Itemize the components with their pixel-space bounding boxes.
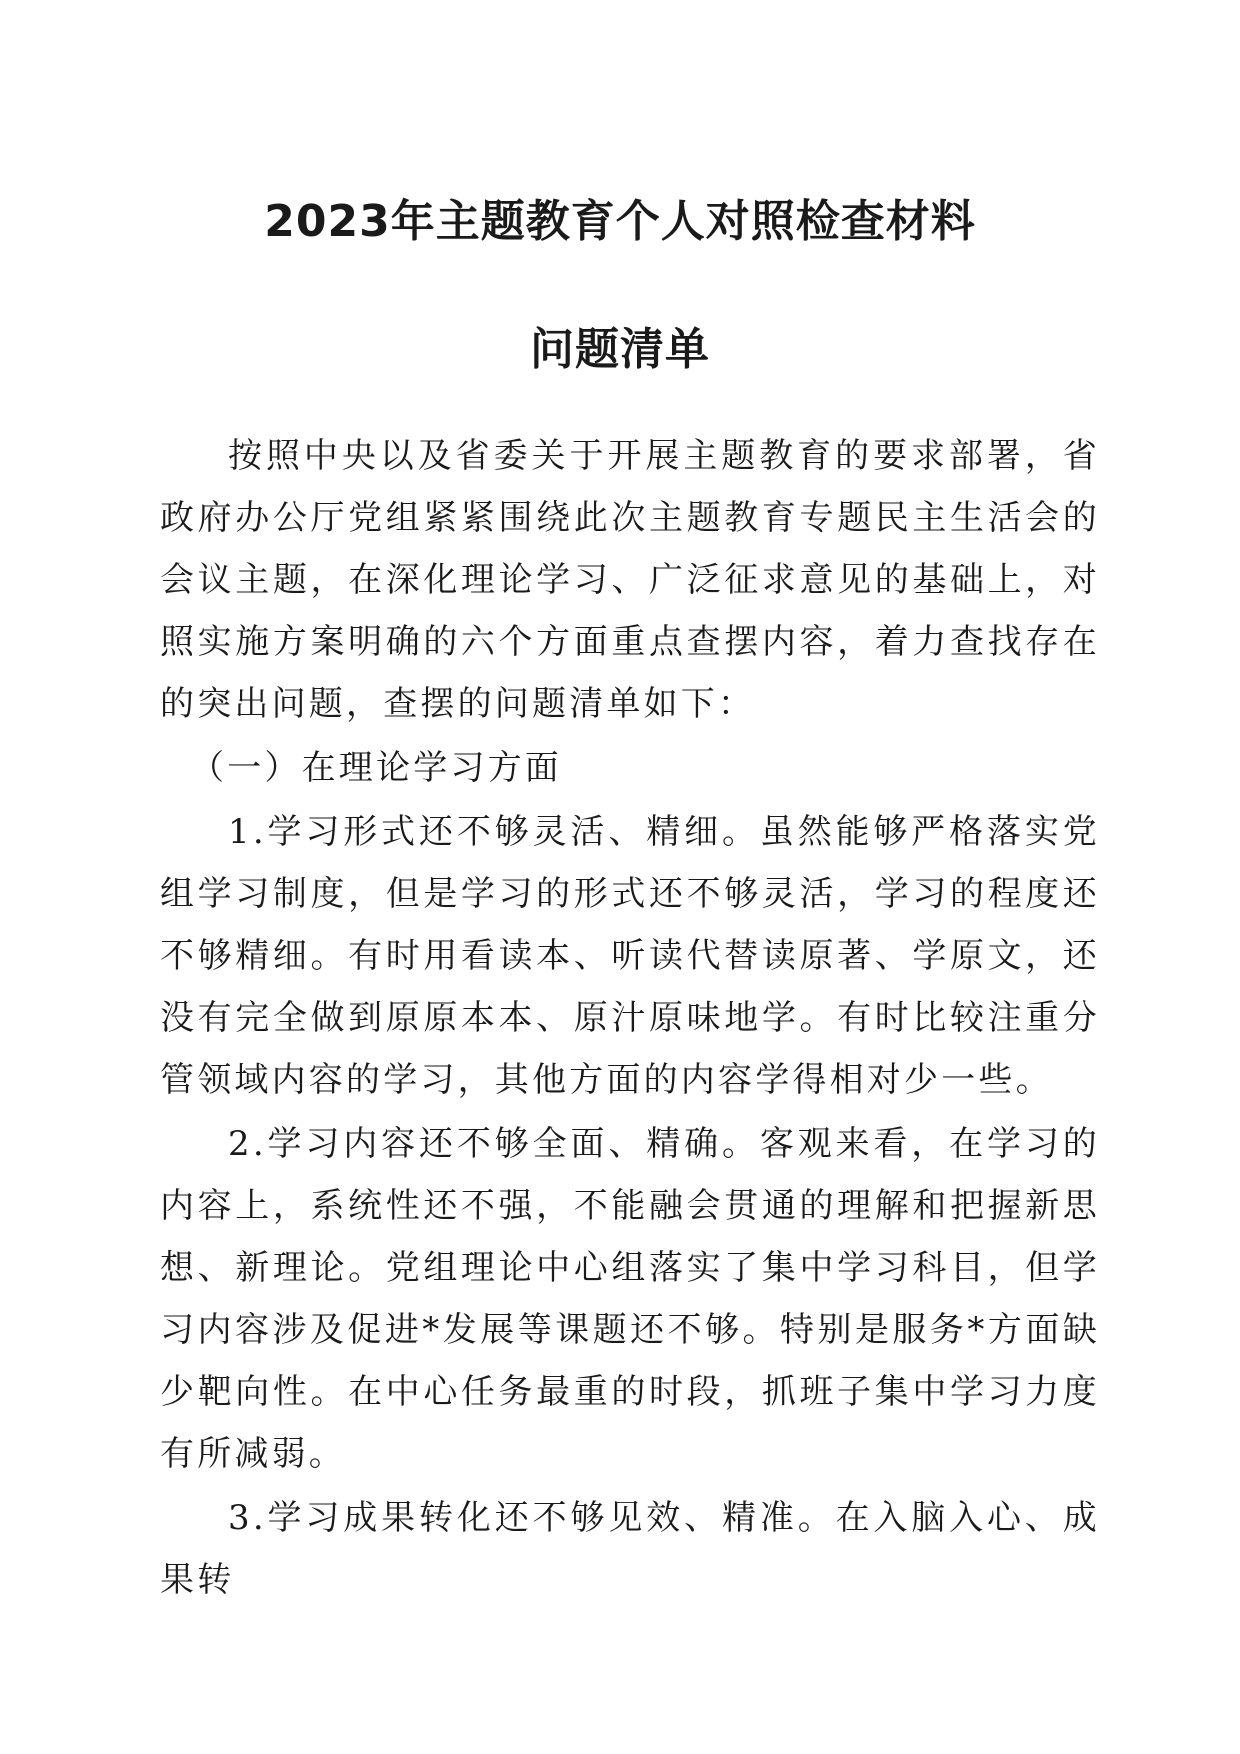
document-subtitle: 问题清单 — [530, 324, 710, 375]
list-item: 2.学习内容还不够全面、精确。客观来看，在学习的内容上，系统性还不强，不能融会贯通的理解和把握新思想、新理论。党组理论中心组落实了集中学习科目，但学习内容涉及促进*发展等课题还不够。特别是服务*方面缺少靶向性。在中心任务最重的时段，抓班子集中学习力度有所减弱。 — [160, 1124, 1100, 1474]
document-title: 2023年主题教育个人对照检查材料 — [264, 196, 976, 247]
list-item: 1.学习形式还不够灵活、精细。虽然能够严格落实党组学习制度，但是学习的形式还不够灵活，学习的程度还不够精细。有时用看读本、听读代替读原著、学原文，还没有完全做到原原本本、原汁原味地学。有时比较注重分管领域内容的学习，其他方面的内容学得相对少一些。 — [160, 812, 1100, 1100]
document-body — [160, 425, 1100, 1613]
list-item: 3.学习成果转化还不够见效、精准。在入脑入心、成果转 — [160, 1498, 1100, 1600]
intro-paragraph: 按照中央以及省委关于开展主题教育的要求部署，省政府办公厅党组紧紧围绕此次主题教育专题民主生活会的会议主题，在深化理论学习、广泛征求意见的基础上，对照实施方案明确的六个方面重点查摆内容，着力查找存在的突出问题，查摆的问题清单如下： — [160, 436, 1100, 724]
section-heading: （一）在理论学习方面 — [190, 748, 562, 788]
